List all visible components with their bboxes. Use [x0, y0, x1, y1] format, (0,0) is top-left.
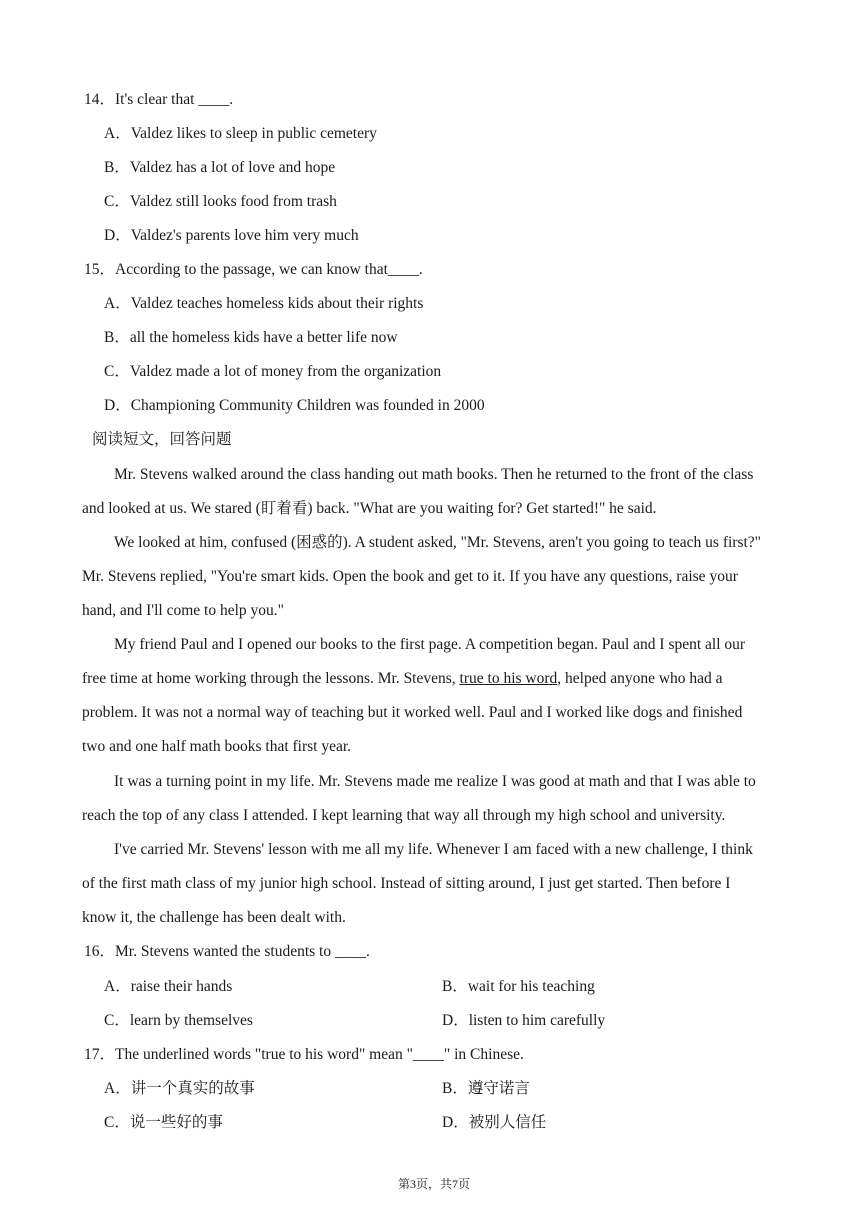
passage-text: , helped anyone who had a [557, 670, 723, 687]
question-14-option-c: C．Valdez still looks food from trash [104, 193, 337, 210]
question-16-option-b: B．wait for his teaching [442, 978, 595, 995]
passage-line: Mr. Stevens replied, "You're smart kids. Open the book and get to it. If you have any questions, raise your [82, 568, 738, 585]
passage-line: of the first math class of my junior high school. Instead of sitting around, I just get started. Then before I [82, 875, 731, 892]
passage-line [82, 669, 723, 689]
question-17-option-d: D．被别人信任 [442, 1114, 547, 1131]
passage-line: I've carried Mr. Stevens' lesson with me all my life. Whenever I am faced with a new challenge, I think [114, 841, 753, 858]
question-16-stem: 16．Mr. Stevens wanted the students to ____. [84, 943, 370, 960]
question-17-stem: 17．The underlined words "true to his word" mean "____" in Chinese. [84, 1046, 524, 1063]
passage-line: hand, and I'll come to help you." [82, 602, 284, 619]
underlined-phrase: true to his word [459, 670, 558, 687]
passage-line: problem. It was not a normal way of teaching but it worked well. Paul and I worked like dogs and finished [82, 704, 743, 721]
question-16-option-a: A．raise their hands [104, 978, 233, 995]
question-17-option-b: B．遵守诺言 [442, 1080, 530, 1097]
question-16-option-d: D．listen to him carefully [442, 1012, 606, 1029]
passage-line: two and one half math books that first year. [82, 738, 352, 755]
passage-line: My friend Paul and I opened our books to the first page. A competition began. Paul and I spent all our [114, 636, 746, 653]
question-15-option-c: C．Valdez made a lot of money from the organization [104, 363, 442, 380]
passage-line: reach the top of any class I attended. I kept learning that way all through my high school and university. [82, 807, 726, 824]
question-15-stem: 15．According to the passage, we can know that____. [84, 261, 423, 278]
question-15-option-a: A．Valdez teaches homeless kids about their rights [104, 295, 424, 312]
question-14-option-a: A．Valdez likes to sleep in public cemetery [104, 125, 377, 142]
question-15-option-b: B．all the homeless kids have a better life now [104, 329, 398, 346]
question-17-option-a: A．讲一个真实的故事 [104, 1080, 255, 1097]
passage-line: know it, the challenge has been dealt with. [82, 909, 346, 926]
passage-text: free time at home working through the lessons. Mr. Stevens, [82, 670, 460, 687]
passage-line: It was a turning point in my life. Mr. Stevens made me realize I was good at math and that I was able to [114, 773, 756, 790]
question-15-option-d: D．Championing Community Children was founded in 2000 [104, 397, 485, 414]
passage-line: We looked at him, confused (困惑的). A student asked, "Mr. Stevens, aren't you going to teach us first?" [114, 534, 761, 551]
passage-line: and looked at us. We stared (盯着看) back. "What are you waiting for? Get started!" he said. [82, 500, 657, 517]
question-14-option-b: B．Valdez has a lot of love and hope [104, 159, 336, 176]
question-14-option-d: D．Valdez's parents love him very much [104, 227, 359, 244]
passage-line: Mr. Stevens walked around the class handing out math books. Then he returned to the front of the class [114, 466, 754, 483]
question-17-option-c: C．说一些好的事 [104, 1114, 223, 1131]
question-16-option-c: C．learn by themselves [104, 1012, 253, 1029]
page-number: 第3页，共7页 [397, 1177, 470, 1191]
question-14-stem: 14．It's clear that ____. [84, 91, 234, 108]
reading-instruction: 阅读短文，回答问题 [92, 431, 232, 448]
